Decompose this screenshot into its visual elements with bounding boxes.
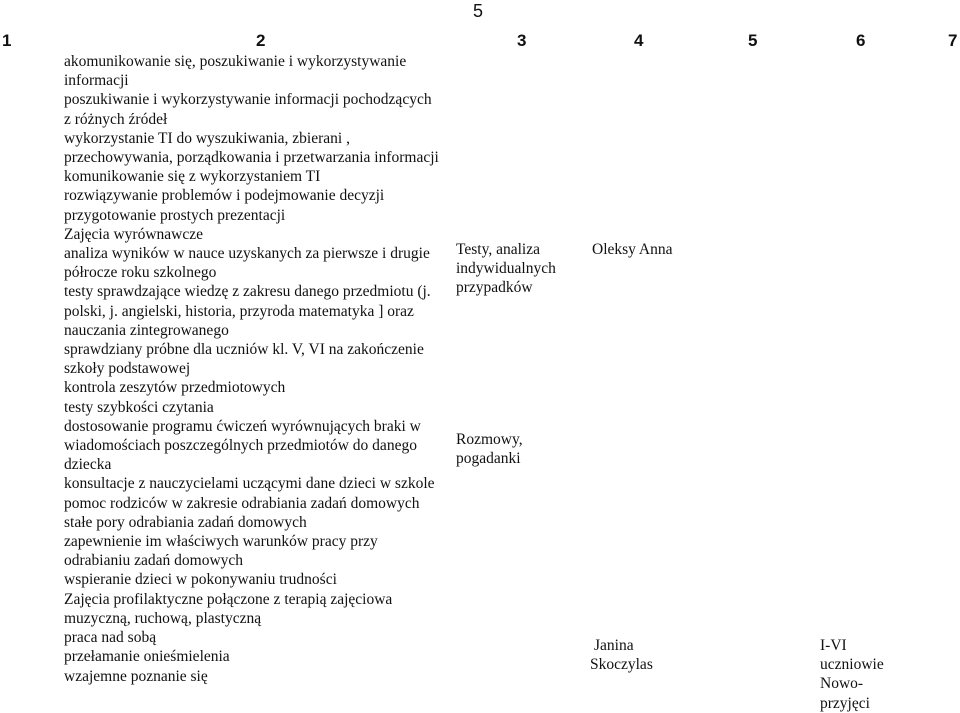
- text-line: Nowo-: [820, 675, 864, 693]
- text-line: stałe pory odrabiania zadań domowych: [64, 513, 307, 531]
- text-line: dziecka: [64, 456, 112, 474]
- text-line: Janina: [594, 637, 634, 654]
- methods-cell-tests: [456, 240, 556, 298]
- text-line: rozwiązywanie problemów i podejmowanie decyzji: [64, 187, 385, 205]
- section-heading: Zajęcia profilaktyczne połączone z terapią zajęciowa: [64, 590, 393, 608]
- text-line: poszukiwanie i wykorzystywanie informacji pochodzących: [64, 91, 432, 109]
- text-line: pogadanki: [456, 450, 521, 468]
- text-line: komunikowanie się z wykorzystaniem TI: [64, 168, 321, 186]
- column-number-2: 2: [256, 31, 266, 50]
- column-number-4: 4: [634, 31, 644, 50]
- text-line: przyjęci: [820, 694, 870, 712]
- text-line: z różnych źródeł: [64, 110, 168, 128]
- column-number-6: 6: [856, 31, 866, 50]
- text-line: wiadomościach poszczególnych przedmiotów do danego: [64, 437, 417, 455]
- text-line: wspieranie dzieci w pokonywaniu trudności: [64, 571, 337, 589]
- text-line: pomoc rodziców w zakresie odrabiania zadań domowych: [64, 494, 420, 512]
- text-line: I-VI: [820, 637, 847, 654]
- text-line: kontrola zeszytów przedmiotowych: [64, 379, 286, 397]
- text-line: informacji: [64, 72, 129, 90]
- text-line: wzajemne poznanie się: [64, 667, 208, 685]
- text-line: praca nad sobą: [64, 629, 157, 647]
- text-line: sprawdziany próbne dla uczniów kl. V, VI na zakończenie: [64, 341, 424, 359]
- column-number-7: 7: [948, 31, 958, 50]
- text-line: analiza wyników w nauce uzyskanych za pierwsze i drugie: [64, 245, 430, 263]
- text-line: konsultacje z nauczycielami uczącymi dane dzieci w szkole: [64, 475, 435, 493]
- text-line: szkoły podstawowej: [64, 360, 191, 378]
- text-line: muzyczną, ruchową, plastyczną: [64, 609, 262, 627]
- text-line: odrabianiu zadań domowych: [64, 552, 244, 570]
- target-group-cell: [820, 636, 884, 713]
- page-number: 5: [473, 1, 484, 21]
- text-line: Oleksy Anna: [592, 241, 673, 258]
- text-line: testy szybkości czytania: [64, 398, 214, 416]
- text-line: dostosowanie programu ćwiczeń wyrównujących braki w: [64, 417, 421, 435]
- text-line: półrocze roku szkolnego: [64, 264, 217, 282]
- text-line: uczniowie: [820, 656, 884, 674]
- text-line: Skoczylas: [590, 656, 653, 674]
- activities-column: [64, 52, 464, 686]
- text-line: zapewnienie im właściwych warunków pracy przy: [64, 533, 378, 551]
- text-line: nauczania zintegrowanego: [64, 321, 229, 339]
- section-heading: Zajęcia wyrównawcze: [64, 225, 203, 243]
- text-line: wykorzystanie TI do wyszukiwania, zbierani ,: [64, 129, 350, 147]
- column-number-5: 5: [748, 31, 758, 50]
- responsible-cell-1: [592, 240, 673, 259]
- column-number-1: 1: [2, 31, 12, 50]
- text-line: Rozmowy,: [456, 431, 523, 448]
- text-line: testy sprawdzające wiedzę z zakresu danego przedmiotu (j.: [64, 283, 431, 301]
- text-line: akomunikowanie się, poszukiwanie i wykorzystywanie: [64, 53, 407, 70]
- text-line: przełamanie onieśmielenia: [64, 648, 230, 666]
- methods-cell-talks: [456, 430, 523, 468]
- text-line: przypadków: [456, 279, 533, 297]
- responsible-cell-2: [590, 636, 653, 674]
- text-line: przechowywania, porządkowania i przetwarzania informacji: [64, 149, 439, 167]
- text-line: polski, j. angielski, historia, przyroda matematyka ] oraz: [64, 302, 414, 320]
- text-line: indywidualnych: [456, 260, 556, 278]
- text-line: przygotowanie prostych prezentacji: [64, 206, 286, 224]
- text-line: Testy, analiza: [456, 241, 540, 258]
- column-number-3: 3: [517, 31, 527, 50]
